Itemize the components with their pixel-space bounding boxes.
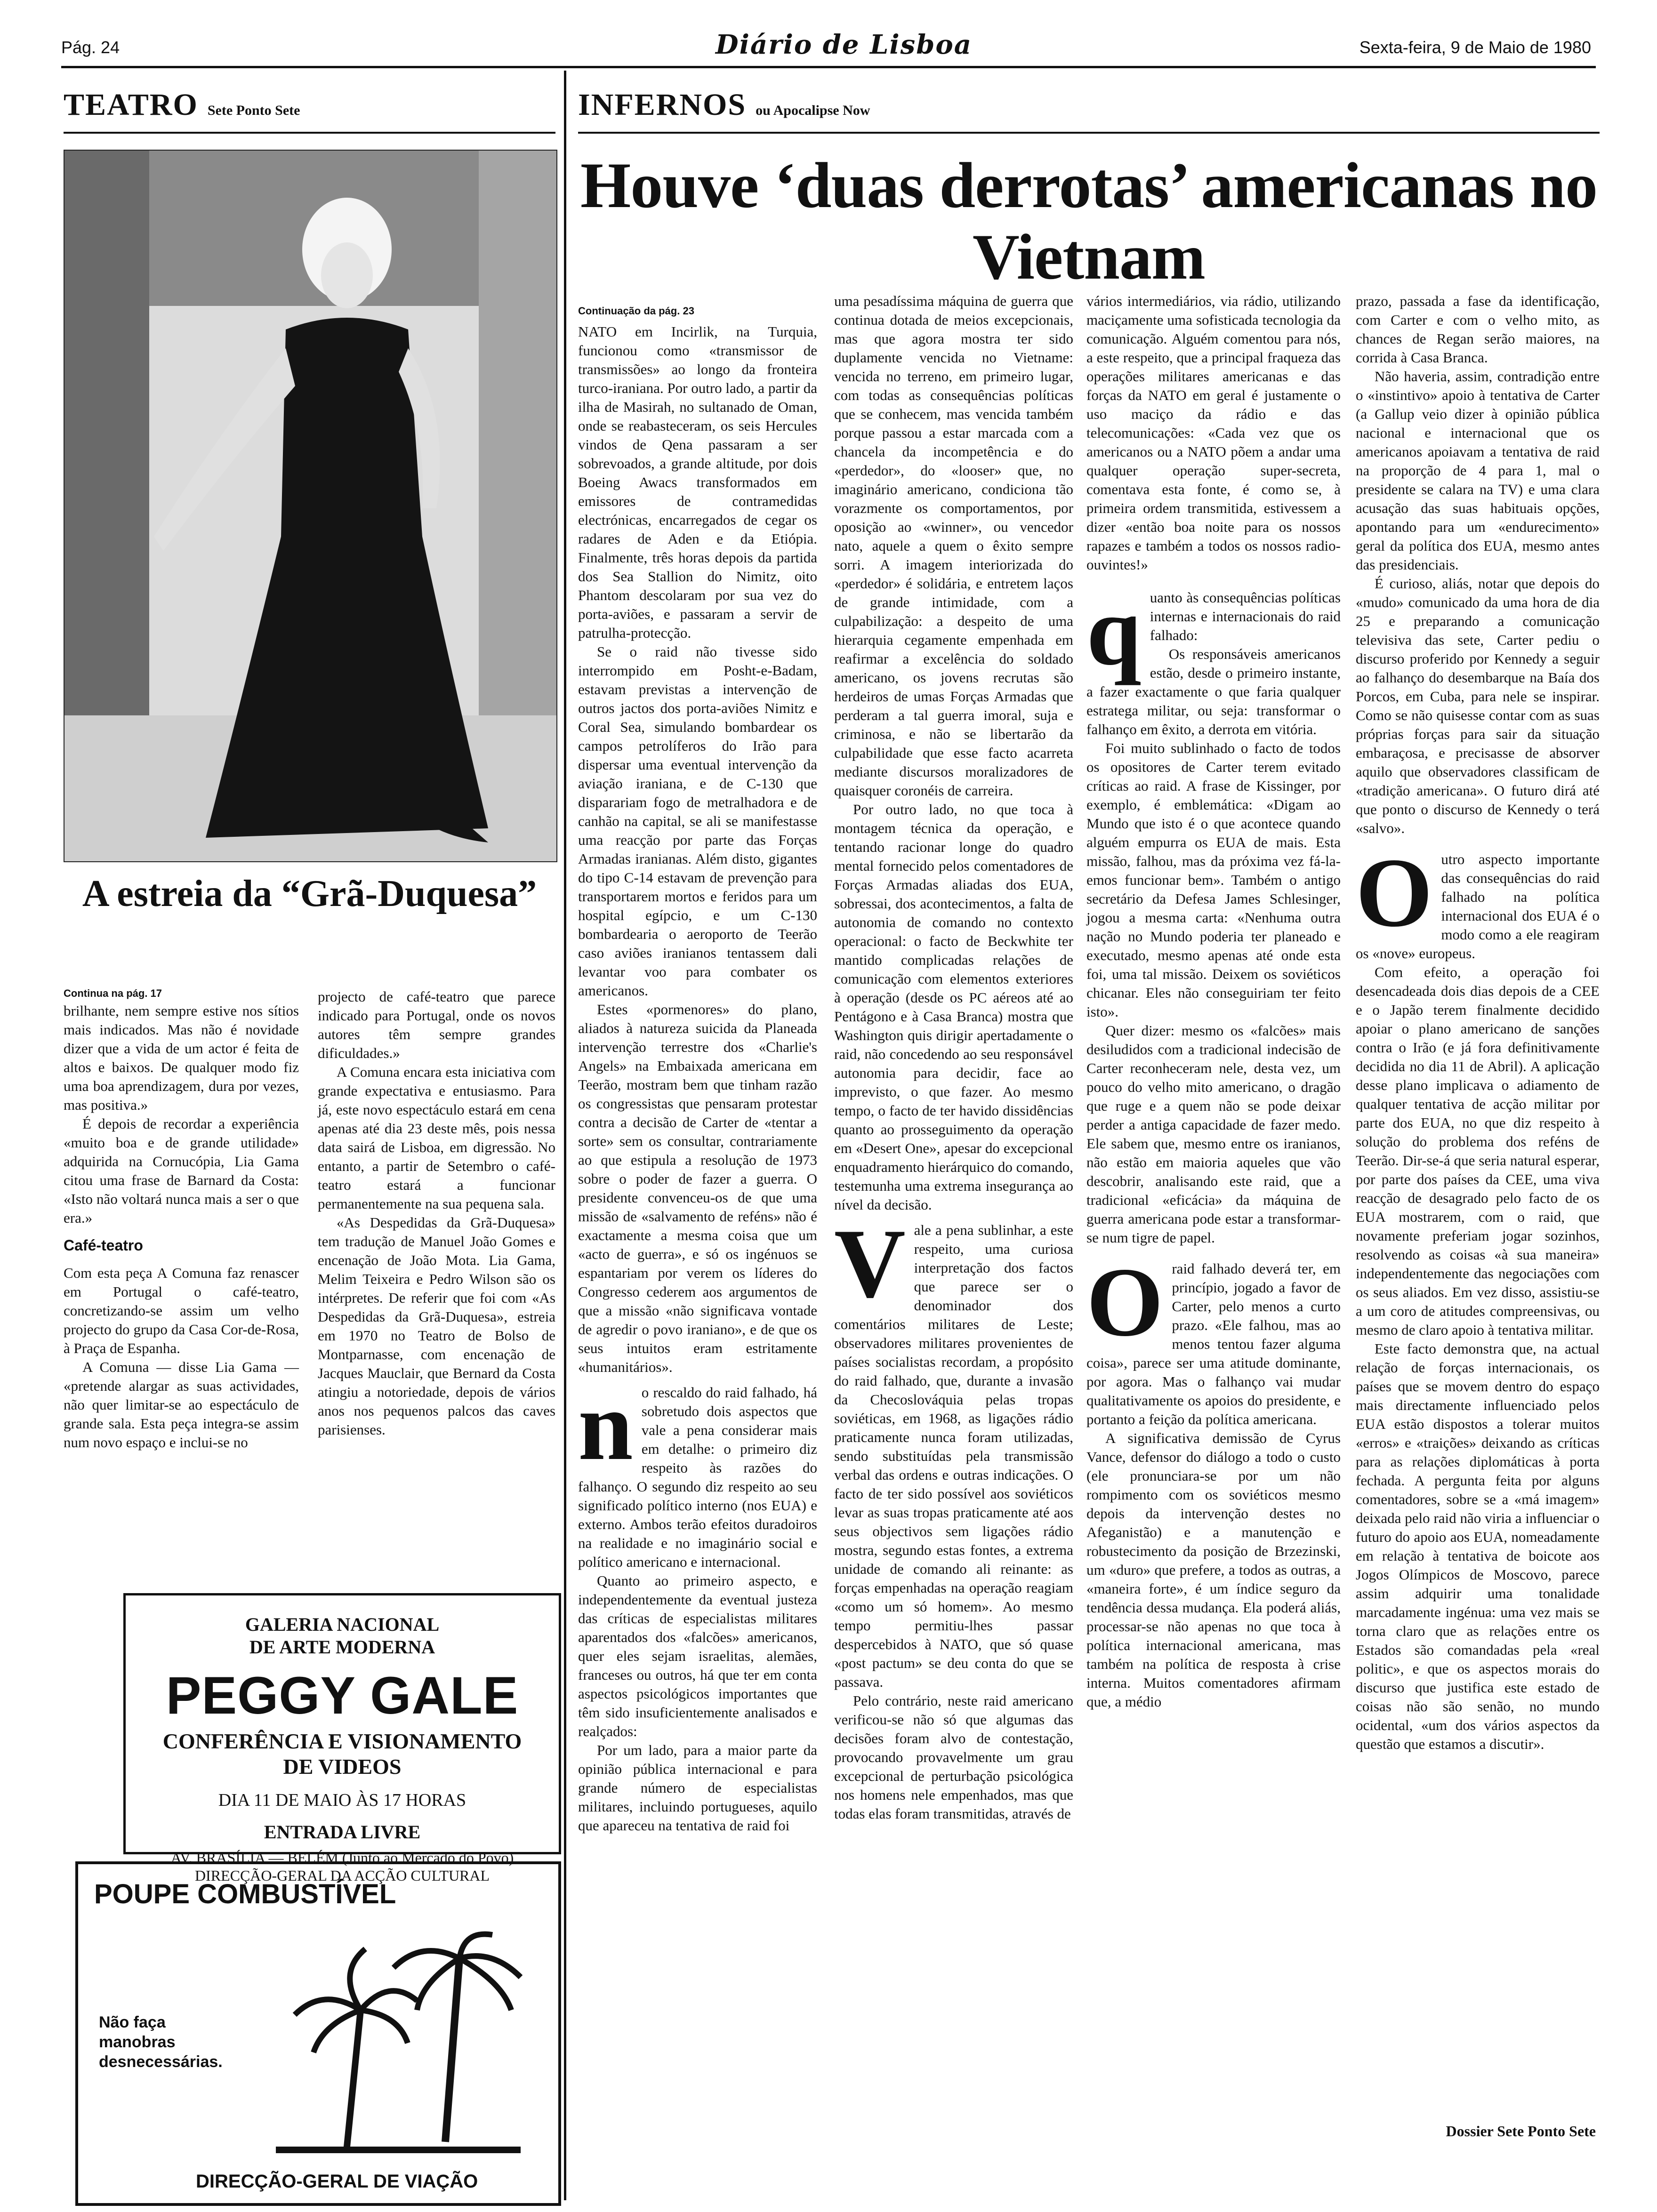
dropcap: V bbox=[834, 1209, 906, 1318]
section-rule-left bbox=[64, 132, 555, 134]
paragraph-text: uanto às consequências políticas internas e internacionais do raid falhado: bbox=[1150, 589, 1341, 643]
ad-gallery-name: PEGGY GALE bbox=[166, 1666, 519, 1725]
ad-gallery-address: AV. BRASÍLIA — BELÉM (Junto ao Mercado do Povo) bbox=[170, 1849, 514, 1866]
dropcap: n bbox=[578, 1371, 633, 1481]
section-title-infernos bbox=[578, 87, 870, 123]
paragraph: «As Despedidas da Grã-Duquesa» tem tradução de Manuel João Gomes e encenação de João Mota. Lia Gama, Melim Teixeira e Pedro Wilson são os intérpretes. De referir que foi com «As Despedidas da Grã-Duquesa», estreia em 1970 no Teatro de Bolso de Montparnasse, com encenação de Jacques Mauclair, que Bernard da Costa atingiu a notoriedade, depois de vários anos nos pequenos palcos das caves parisienses. bbox=[318, 1214, 555, 1438]
ad-gallery-line4: DE VIDEOS bbox=[283, 1755, 402, 1779]
paragraph: Com efeito, a operação foi desencadeada dois dias depois de a CEE e o Japão terem finalmente decidido apoiar o plano americano de sanções contra o Irão (e já fora definitivamente decidida no dia 11 de Abril). A aplicação desse plano implicava o adiamento de qualquer tentativa de acção militar por parte dos EUA, no que diz respeito à solução do problema dos reféns de Teerão. Dir-se-á que seria natural esperar, por parte dos países da CEE, uma viva reacção de desagrado pelo facto de os EUA mostrarem, com o raid, que novamente preferiam jogar sozinhos, resolvendo as coisas «à sua maneira» independentemente das negociações com os seus aliados. Em vez disso, assistiu-se a um coro de atitudes compreensivas, ou mesmo de claro apoio à tentativa militar. bbox=[1356, 964, 1600, 1338]
paragraph: A Comuna — disse Lia Gama — «pretende alargar as suas actividades, não quer limitar-se ao espectáculo de grande sala. Esta peça integra-se assim num novo espaço e inclui-se no bbox=[64, 1359, 299, 1451]
paragraph: Este facto demonstra que, na actual relação de forças internacionais, os países que se movem dentro do espaço mais directamente influenciado pelos EUA estão dispostos a tolerar muitos «erros» e «traições» deixando as críticas para as relações diplomáticas à porta fechada. A pergunta feita por alguns comentadores, sobre se a «má imagem» deixada pelo raid não viria a influenciar o futuro do apoio aos EUA, nomeadamente em relação à tentativa de boicote aos Jogos Olímpicos de Moscovo, parece assim adquirir uma tonalidade marcadamente ingénua: uma vez mais se torna claro que as relações entre os Estados são comandadas pela «real politic», e que os aspectos morais do discurso que justifica este estado de coisas não são senão, no mundo ocidental, «um dos vários aspectos da questão que estamos a discutir». bbox=[1356, 1340, 1600, 1752]
section-title-text: INFERNOS bbox=[578, 88, 747, 122]
paragraph: Foi muito sublinhado o facto de todos os opositores de Carter terem evitado críticas ao raid. A frase de Kissinger, por exemplo, é emblemática: «Digam ao Mundo que isto é o que acontece quando alguém empurra os EUA de mais. Esta missão, falhou, mas da próxima vez fá-la-emos funcionar bem». Também o antigo secretário da Defesa James Schlesinger, jogou a mesma carta: «Nenhuma outra nação no Mundo poderia ter planeado e executado, mesmo apenas até onde esta foi, uma tal missão. Deixem os soviéticos chicanar. Eles não conseguiriam ter feito isto». bbox=[1086, 740, 1341, 1020]
left-column-2 bbox=[318, 987, 555, 1439]
paragraph: É curioso, aliás, notar que depois do «mudo» comunicado da uma hora de dia 25 e preparando a comunicação televisiva das sete, Carter pediu o discurso proferido por Kennedy a seguir ao falhanço do desembarque na Baía dos Porcos, em Cuba, para nele se inspirar. Como se não quisesse contar com as suas próprias forças para sair da situação embaraçosa, e precisasse de absorver aquilo que observadores classificam de «tradição americana». O futuro dirá até que ponto o discurso de Kennedy o terá «salvo». bbox=[1356, 575, 1600, 836]
paragraph: A Comuna encara esta iniciativa com grande expectativa e entusiasmo. Para já, este novo espectáculo estará em cena apenas até dia 23 deste mês, pois nessa data sairá de Lisboa, em digressão. No entanto, a partir de Setembro o café-teatro estará a funcionar permanentemente na sua pequena sala. bbox=[318, 1064, 555, 1212]
main-headline: Houve ‘duas derrotas’ americanas no Vietnam bbox=[580, 149, 1598, 293]
subhead: Café-teatro bbox=[64, 1237, 143, 1254]
paragraph: NATO em Incirlik, na Turquia, funcionou como «transmissor de transmissões» ao longo da fronteira turco-iraniana. Por outro lado, a partir da ilha de Masirah, no sultanado de Oman, onde se reabasteceram, os seis Hercules vindos de Qena passaram a ser sobrevoados, a grande altitude, por dois Boeing Awacs transformados em emissores de contramedidas electrónicas, encarregados de cegar os radares de Aden e da Etiópia. Finalmente, três horas depois da partida dos Sea Stallion do Nimitz, oito Phantom descolaram por sua vez do porta-aviões, e passaram a servir de patrulha-protecção. bbox=[578, 323, 817, 641]
paragraph bbox=[1086, 1248, 1341, 1429]
paragraph: brilhante, nem sempre estive nos sítios mais indicados. Mas não é novidade dizer que a vida de um actor é feita de altos e baixos. De qualquer modo fiz uma boa aprendizagem, dura por vezes, mas positiva.» bbox=[64, 1002, 299, 1113]
dropcap: O bbox=[1086, 1248, 1164, 1357]
issue-date: Sexta-feira, 9 de Maio de 1980 bbox=[1359, 38, 1591, 57]
ad-gallery-when: DIA 11 DE MAIO ÀS 17 HORAS bbox=[218, 1790, 467, 1810]
paragraph-text: o rescaldo do raid falhado, há sobretudo dois aspectos que vale a pena considerar mais em detalhe: o primeiro diz respeito às razões do falhanço. O segundo diz respeito ao seu significado político interno (nos EUA) e externo. Ambos terão efeitos duradoiros na realidade e no imaginário social e político americano e internacional. bbox=[578, 1384, 817, 1570]
dropcap: O bbox=[1356, 838, 1433, 947]
left-column-1 bbox=[64, 1002, 299, 1452]
actress-photo bbox=[64, 150, 557, 862]
paragraph: Por outro lado, no que toca à montagem técnica da operação, e tentando racionar longe do quadro mental fornecido pelos comentadores de Forças Armadas aliadas dos EUA, sobressai, dos acontecimentos, a falta de autonomia de comando no contexto operacional: o facto de Beckwhite ter mantido complicadas relações de comunicação com elementos exteriores à operação (desde os PC aéreos até ao Pentágono e à Casa Branca) mostra que Washington quis dirigir apertadamente o raid, não concedendo ao seu responsável autonomia para decidir, face ao imprevisto, o que fazer. Ao mesmo tempo, o facto de ter havido dissidências quanto ao prosseguimento da operação em «Desert One», apesar do excepcional enquadramento hierárquico do comando, testemunha uma extrema insegurança ao nível da decisão. bbox=[834, 801, 1073, 1213]
paragraph-text: ale a pena sublinhar, a este respeito, uma curiosa interpretação dos factos que parece ser o denominador dos comentários militares de Leste; observadores militares provenientes de países socialistas recordam, a propósito do raid falhado, que, durante a invasão da Checoslováquia pelas tropas soviéticas, em 1968, as ligações rádio praticamente nunca foram utilizadas, sendo substituídas pela transmissão verbal das ordens e outras indicações. O facto de ter sido possível aos soviéticos levar as suas tropas praticamente até aos seus objectivos sem ligações rádio mostra, segundo estas fontes, a extrema unidade de comando ali reinante: as forças empenhadas na operação reagiam «como um só homem». Ao mesmo tempo permitiu-lhes passar despercebidos à NATO, que só quase «post pactum» se deu conta do que se passava. bbox=[834, 1222, 1073, 1690]
article-column-3 bbox=[1086, 292, 1341, 1711]
ad-gallery-entry: ENTRADA LIVRE bbox=[264, 1821, 421, 1843]
paragraph: A significativa demissão de Cyrus Vance, defensor do diálogo a todo o custo (ele pronunciara-se por um não rompimento com os soviéticos mesmo depois da intervenção destes no Afeganistão) e a manutenção e robustecimento da posição de Brzezinski, um «duro» que prefere, a todos as outras, a «maneira forte», é um índice seguro da tendência dessa mudança. Ela poderá aliás, processar-se não apenas no que toca à política internacional americana, mas também na política de resposta à crise interna. Muitos comentadores afirmam que, a médio bbox=[1086, 1430, 1341, 1710]
gallery-advertisement bbox=[123, 1593, 561, 1884]
paragraph: prazo, passada a fase da identificação, com Carter e com o velho mito, as chances de Regan serão maiores, na corrida à Casa Branca. bbox=[1356, 293, 1600, 366]
ad-gallery-line2: DE ARTE MODERNA bbox=[249, 1636, 435, 1658]
article-column-4 bbox=[1356, 292, 1600, 1754]
continued-label: Continuação da pág. 23 bbox=[578, 305, 694, 317]
paragraph: vários intermediários, via rádio, utilizando maciçamente uma sofisticada tecnologia da comunicação. Alguém comentou para nós, a este respeito, que a principal fraqueza das operações militares americanas e das forças da NATO em geral é justamente o uso maciço da rádio e das telecomunicações: «Cada vez que os americanos ou a NATO põem a andar uma qualquer operação super-secreta, comentava esta fonte, é como se, à primeira ordem transmitida, estivessem a dizer «então boa noite para os nossos rapazes e também a todos os nossos radio-ouvintes!» bbox=[1086, 293, 1341, 573]
paragraph bbox=[578, 1371, 817, 1571]
section-subtitle: Sete Ponto Sete bbox=[207, 103, 300, 118]
section-title-text: TEATRO bbox=[64, 88, 198, 122]
article-column-2 bbox=[834, 292, 1073, 1823]
ad-fuel-footer: DIRECÇÃO-GERAL DE VIAÇÃO bbox=[196, 2171, 478, 2192]
section-subtitle: ou Apocalipse Now bbox=[756, 103, 870, 118]
paragraph: Pelo contrário, neste raid americano verificou-se não só que algumas das decisões foram alvo de contestação, provocando provavelmente um grau excepcional de perturbação psicológica nos homens nele empenhados, mas que todas elas foram transmitidas, através de bbox=[834, 1692, 1073, 1822]
ad-fuel-message: Não faça manobras desnecessárias. bbox=[99, 2013, 223, 2071]
paragraph: É depois de recordar a experiência «muito boa e de grande utilidade» adquirida na Cornucópia, Lia Gama citou uma frase de Barnard da Costa: «Isto não voltará nunca mais a ser o que era.» bbox=[64, 1115, 299, 1226]
paragraph: Quanto ao primeiro aspecto, e independentemente da eventual justeza das críticas de especialistas militares aparentados dos «falcões» americanos, quer eles sejam israelitas, alemães, franceses ou outros, há que ter em conta aspectos psicológicos importantes que têm sido insuficientemente analisados e realçados: bbox=[578, 1572, 817, 1739]
ad-gallery-line1: GALERIA NACIONAL bbox=[245, 1614, 440, 1635]
article-column-1 bbox=[578, 322, 817, 1835]
paragraph: Os responsáveis americanos estão, desde o primeiro instante, a fazer exactamente o que faria qualquer estratega militar, ou seja: transformar o falhanço em êxito, a derrota em vitória. bbox=[1086, 646, 1341, 737]
paragraph-text: raid falhado deverá ter, em princípio, jogado a favor de Carter, pelo menos a curto prazo. «Ele falhou, mas ao menos tentou fazer alguma coisa», parece ser uma atitude dominante, por agora. Mas o falhanço vai mudar qualitativamente os apoios do presidente, e portanto a feição da política americana. bbox=[1086, 1260, 1341, 1427]
paragraph-text: utro aspecto importante das consequências do raid falhado na política internacional dos EUA é o modo como a ele reagiram os «nove» europeus. bbox=[1356, 851, 1600, 962]
ad-fuel-title: POUPE COMBUSTÍVEL bbox=[94, 1879, 396, 1909]
header-rule bbox=[61, 66, 1596, 68]
ad-gallery-line3: CONFERÊNCIA E VISIONAMENTO bbox=[162, 1729, 522, 1753]
article-signature: Dossier Sete Ponto Sete bbox=[1446, 2123, 1596, 2140]
fuel-advertisement bbox=[75, 1861, 561, 2206]
paragraph: Quer dizer: mesmo os «falcões» mais desiludidos com a tradicional indecisão de Carter reconheceram nele, desta vez, um pouco do velho mito americano, o dragão que ruge e a quem não se pode deixar perder a antiga capacidade de fazer medo. Ele sabem que, mesmo entre os iranianos, não estão em maioria aqueles que vão descobrir, analisando este raid, que a tradicional «eficácia» da máquina de guerra americana pode estar a transformar-se num tigre de papel. bbox=[1086, 1022, 1341, 1246]
paragraph bbox=[834, 1209, 1073, 1691]
page-number: Pág. 24 bbox=[61, 38, 120, 57]
dropcap: q bbox=[1086, 577, 1142, 686]
paragraph: Com esta peça A Comuna faz renascer em Portugal o café-teatro, concretizando-se assim um velho projecto do grupo da Casa Cor-de-Rosa, à Praça de Espanha. bbox=[64, 1265, 299, 1356]
paragraph: Não haveria, assim, contradição entre o «instintivo» apoio à tentativa de Carter (a Gallup veio dizer à opinião pública nacional e internacional que os americanos apoiavam a tentativa de raid na proporção de 4 para 1, mal o presidente se calara na TV) e uma clara acusação das suas habituais opções, apontando para um «endurecimento» geral da política dos EUA, mesmo antes das presidenciais. bbox=[1356, 368, 1600, 573]
section-rule-right bbox=[578, 132, 1600, 134]
paragraph: Estes «pormenores» do plano, aliados à natureza suicida da Planeada intervenção terrestre dos «Charlie's Angels» na Embaixada americana em Teerão, mostram bem que tinham razão os congressistas que pensaram protestar contra a decisão de Carter de «tentar a sorte» sem os consultar, contrariamente ao que estipula a resolução de 1973 sobre o poder de fazer a guerra. O presidente convenceu-os de que uma missão de «salvamento de reféns» não é exactamente a mesma coisa que um «acto de guerra», e só os ingénuos se espantariam por verem os líderes do Congresso cederem aos argumentos de que a missão «não significava vontade de agredir o povo iraniano», e de que os seus intuitos eram estritamente «humanitários». bbox=[578, 1001, 817, 1375]
continued-label: Continua na pág. 17 bbox=[64, 987, 162, 999]
paragraph bbox=[1356, 838, 1600, 963]
section-title-teatro bbox=[64, 87, 300, 123]
column-divider bbox=[564, 71, 566, 2200]
paragraph: Por um lado, para a maior parte da opinião pública internacional e para grande número de especialistas militares, incluindo portugueses, aquilo que apareceu na tentativa de raid foi bbox=[578, 1742, 817, 1834]
paragraph: projecto de café-teatro que parece indicado para Portugal, onde os novos autores têm sempre grandes dificuldades.» bbox=[318, 988, 555, 1061]
palm-trees-illustration bbox=[266, 1930, 530, 2165]
paragraph: uma pesadíssima máquina de guerra que continua dotada de meios excepcionais, mas que agora mostra ter sido duplamente vencida no Vietname: vencida no terreno, em primeiro lugar, com todas as consequências políticas que se conhecem, mas vencida também porque passou a estar marcada com a chancela da incompetência e do «perdedor», do «looser» que, no imaginário americano, condiciona tão vorazmente os comportamentos, por oposição ao «winner», ou vencedor nato, aquele a quem o êxito sempre sorri. A imagem interiorizada do «perdedor» é solidária, e entretem laços de grande intimidade, com a culpabilização: a despeito de uma hierarquia cegamente empenhada em reafirmar a excelência do soldado americano, os jovens recrutas são herdeiros de umas Forças Armadas que perderam a tal guerra imoral, suja e criminosa, e não se libertarão da culpabilidade que esse facto acarreta mediante discursos moralizadores de quaisquer coronéis de carreira. bbox=[834, 293, 1073, 799]
newspaper-masthead: Diário de Lisboa bbox=[716, 29, 972, 60]
paragraph bbox=[1086, 577, 1341, 686]
left-headline: A estreia da “Grã-Duquesa” bbox=[82, 873, 537, 914]
paragraph: Se o raid não tivesse sido interrompido em Posht-e-Badam, estavam previstas a intervenção de outros jactos dos porta-aviões Nimitz e Coral Sea, simulando bombardear os campos petrolíferos do Irão para dispersar uma eventual intervenção da aviação iraniana, e de C-130 que disparariam fogo de metralhadora e de canhão na capital, se ali se manifestasse uma reacção por parte das Forças Armadas iranianas. Além disto, gigantes do tipo C-14 estavam de prevenção para transportarem mortos e feridos para um hospital egípcio, e um C-130 bombardearia o aeroporto de Teerão caso aviões iranianos tentassem dali levantar voo para combater os americanos. bbox=[578, 643, 817, 999]
ad-gallery-org: DIRECÇÃO-GERAL DA ACÇÃO CULTURAL bbox=[194, 1867, 490, 1884]
